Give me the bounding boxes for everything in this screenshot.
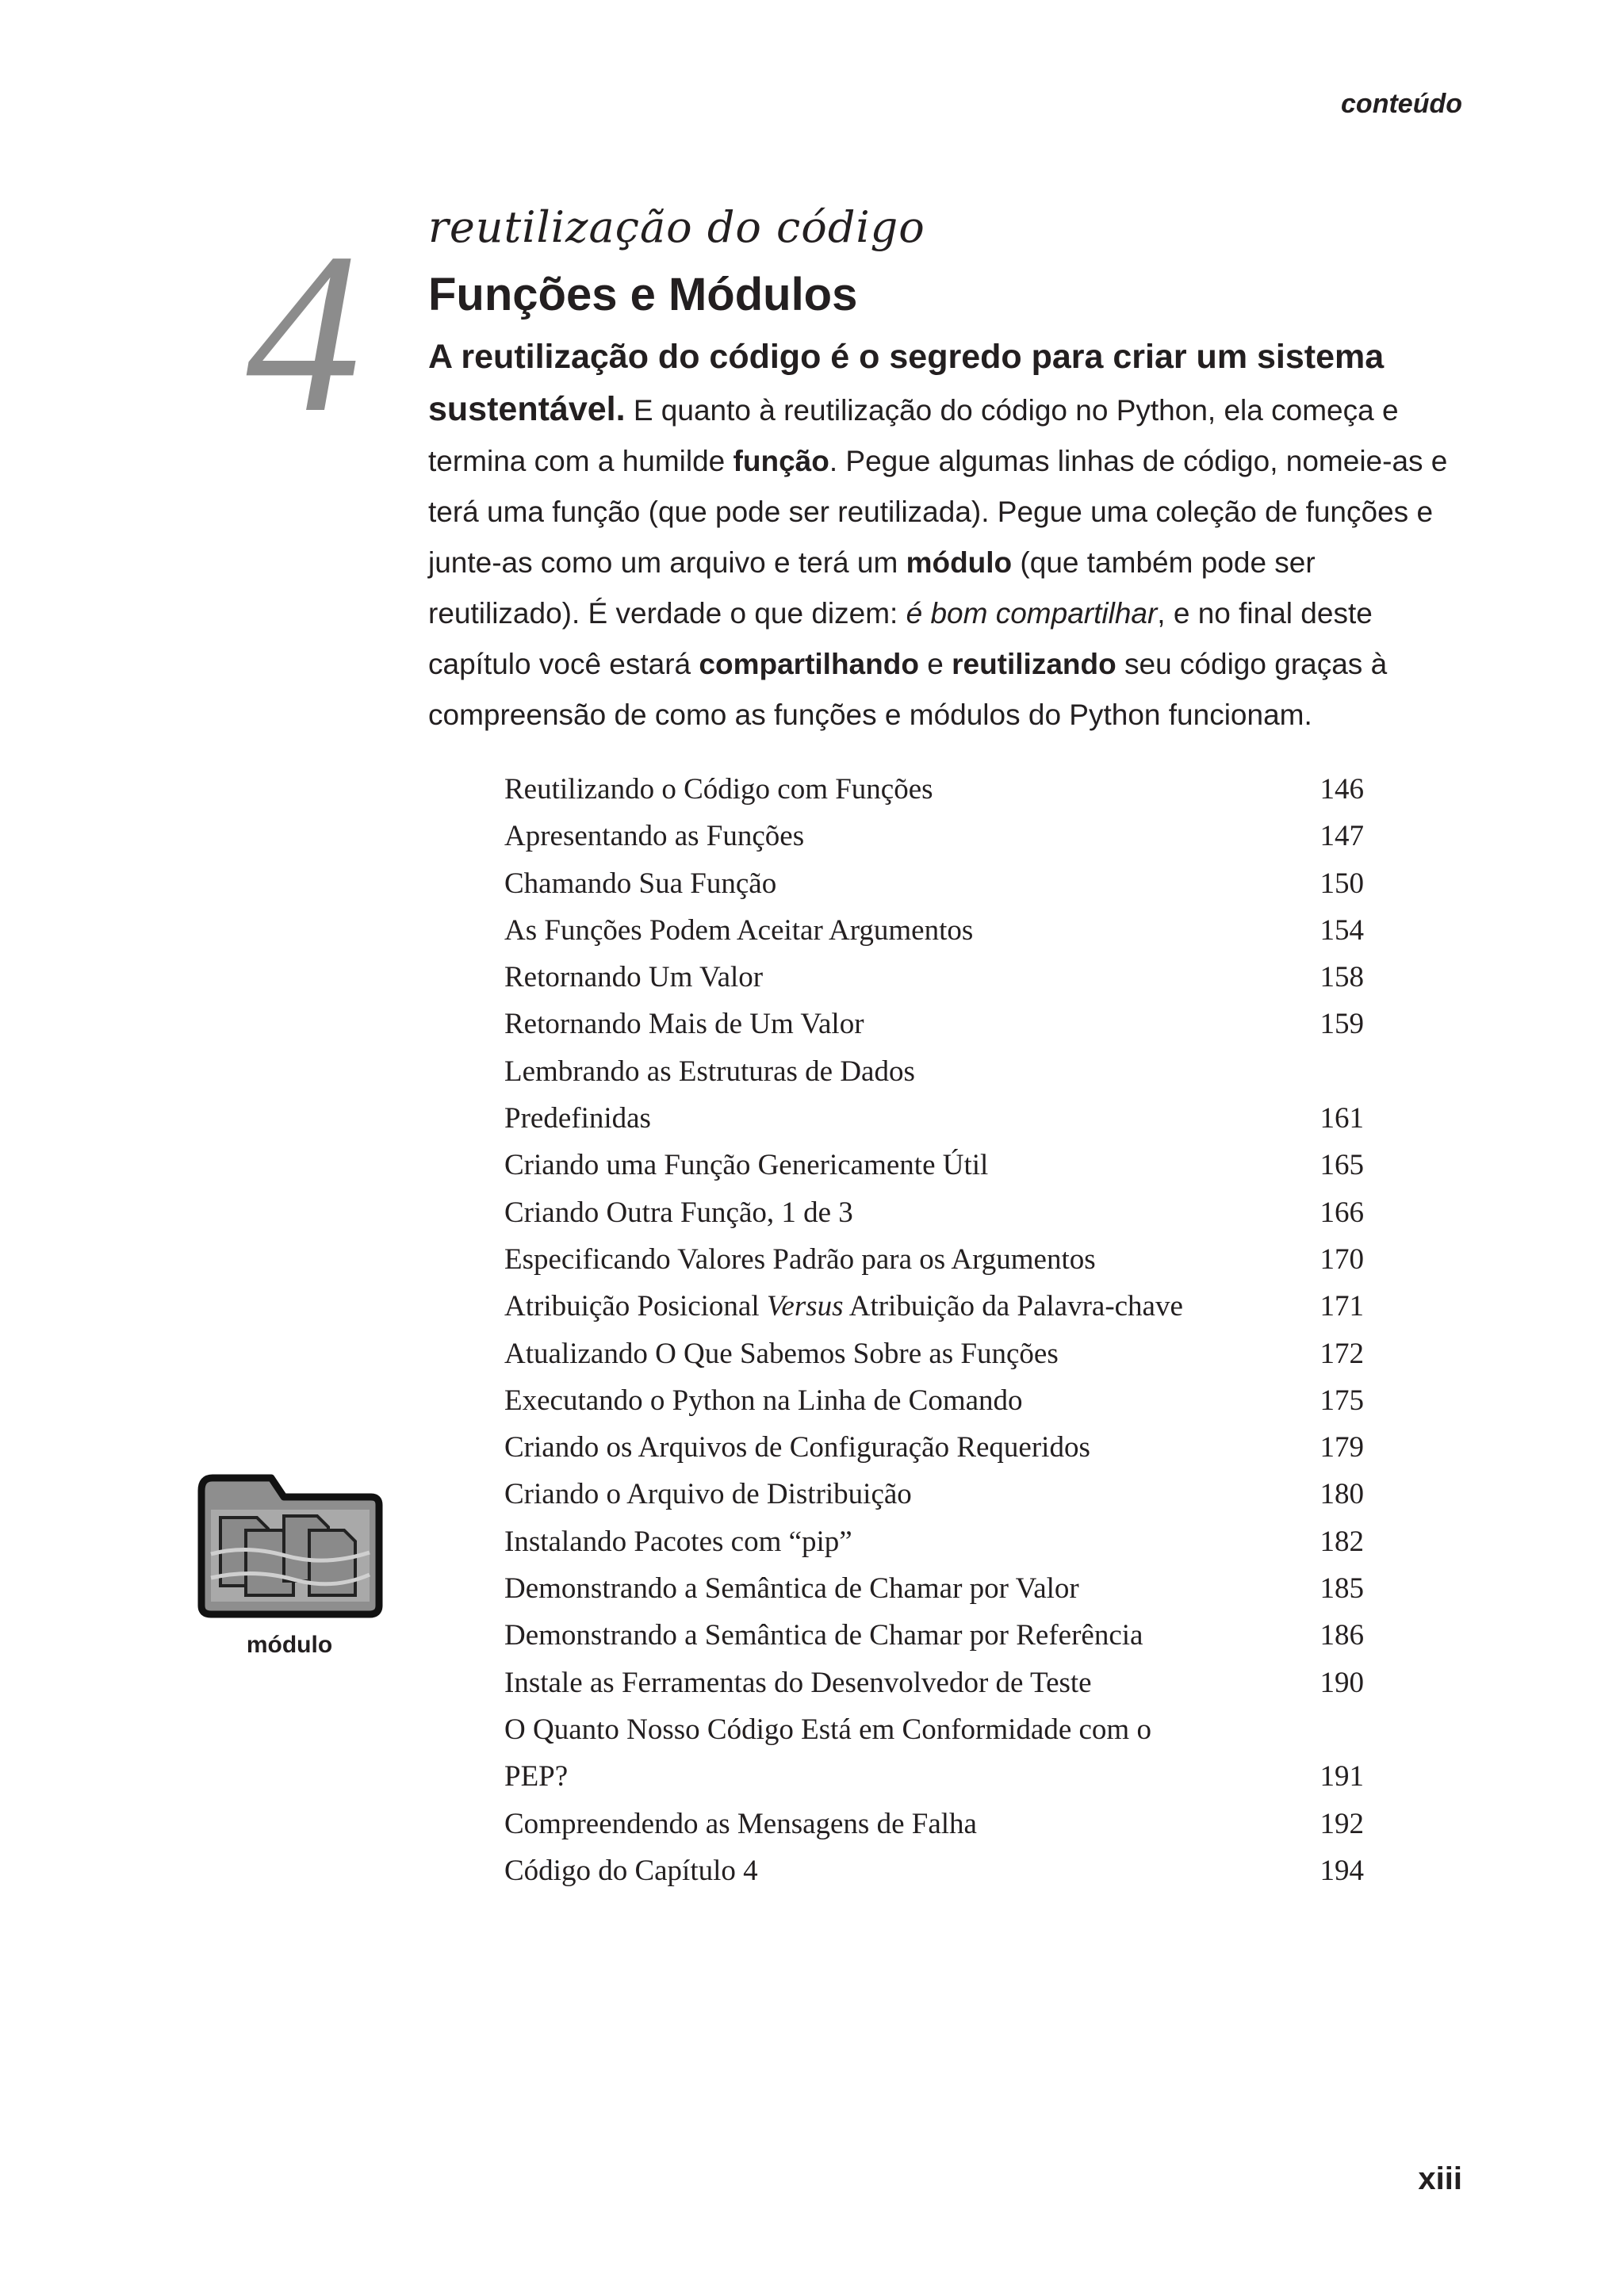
toc-entry-page: 166 xyxy=(1320,1196,1364,1229)
toc-entry-page: 182 xyxy=(1320,1525,1364,1558)
toc-entry-title-italic: Versus xyxy=(766,1290,844,1323)
intro-lead: A reutilização do código é o segredo para criar um sistema sustentável. xyxy=(428,338,1385,428)
chapter-intro xyxy=(428,331,1459,741)
toc-entry-page: 191 xyxy=(1320,1760,1364,1793)
toc-entry-title: As Funções Podem Aceitar Argumentos xyxy=(504,913,974,947)
toc-entry-title: Demonstrando a Semântica de Chamar por Referência xyxy=(504,1619,1143,1652)
toc-entry-page: 165 xyxy=(1320,1149,1364,1182)
toc-entry[interactable] xyxy=(504,1283,1364,1330)
toc-entry[interactable] xyxy=(504,1189,1364,1236)
toc-entry[interactable] xyxy=(504,813,1364,859)
toc-entry-title: Criando o Arquivo de Distribuição xyxy=(504,1478,912,1511)
toc-entry[interactable] xyxy=(504,1048,1364,1143)
toc-entry[interactable] xyxy=(504,1565,1364,1612)
toc-entry-page: 146 xyxy=(1320,773,1364,806)
intro-text: (que também pode ser reutilizado). É verdade o que dizem: xyxy=(428,546,1316,630)
intro-bold-term: reutilizando xyxy=(952,648,1116,680)
toc-entry-title: Criando os Arquivos de Configuração Requeridos xyxy=(504,1431,1090,1464)
page-number: xiii xyxy=(1418,2161,1462,2196)
toc-entry-page: 192 xyxy=(1320,1807,1364,1840)
toc-entry-title: Atualizando O Que Sabemos Sobre as Funções xyxy=(504,1337,1059,1370)
toc-entry[interactable] xyxy=(504,1001,1364,1047)
toc-entry[interactable] xyxy=(504,860,1364,907)
toc-entry-page: 158 xyxy=(1320,961,1364,994)
toc-entry-title: Especificando Valores Padrão para os Argumentos xyxy=(504,1242,1096,1276)
toc-entry[interactable] xyxy=(504,1706,1364,1801)
chapter-number: 4 xyxy=(246,205,361,460)
toc-entry-title: Retornando Mais de Um Valor xyxy=(504,1008,864,1041)
toc-entry[interactable] xyxy=(504,954,1364,1001)
toc-entry-page: 150 xyxy=(1320,867,1364,900)
toc-entry[interactable] xyxy=(504,1330,1364,1377)
toc-entry-title: Retornando Um Valor xyxy=(504,961,764,994)
toc-entry-page: 154 xyxy=(1320,913,1364,947)
toc-entry-page: 179 xyxy=(1320,1431,1364,1464)
toc-entry-title: Reutilizando o Código com Funções xyxy=(504,773,933,806)
toc-entry[interactable] xyxy=(504,1142,1364,1189)
toc-entry-title-part: Atribuição Posicional xyxy=(504,1290,767,1323)
intro-bold-term: função xyxy=(733,445,829,477)
toc-entry-page: 175 xyxy=(1320,1384,1364,1417)
toc-entry-page: 185 xyxy=(1320,1572,1364,1606)
toc-entry-title: Instale as Ferramentas do Desenvolvedor de Teste xyxy=(504,1666,1092,1699)
toc-entry-page: 180 xyxy=(1320,1478,1364,1511)
toc-entry[interactable] xyxy=(504,1801,1364,1847)
toc-entry-title: Compreendendo as Mensagens de Falha xyxy=(504,1807,977,1840)
table-of-contents xyxy=(504,766,1364,1894)
toc-entry-title: Demonstrando a Semântica de Chamar por Valor xyxy=(504,1572,1079,1606)
toc-entry-title xyxy=(504,1283,1183,1330)
toc-entry-page: 147 xyxy=(1320,820,1364,853)
toc-entry-title: Executando o Python na Linha de Comando xyxy=(504,1384,1023,1417)
toc-entry-title: Chamando Sua Função xyxy=(504,867,777,900)
toc-entry[interactable] xyxy=(504,766,1364,813)
toc-entry[interactable] xyxy=(504,1659,1364,1706)
toc-entry[interactable] xyxy=(504,1377,1364,1424)
folder-with-files-icon xyxy=(190,1467,389,1625)
illustration-caption: módulo xyxy=(246,1632,333,1658)
toc-entry-title: Lembrando as Estruturas de Dados Predefinidas xyxy=(504,1055,915,1135)
intro-text: E quanto à reutilização do código no Python, ela começa e termina com a humilde xyxy=(428,394,1399,477)
intro-bold-term: compartilhando xyxy=(699,648,919,680)
toc-entry-title: Código do Capítulo 4 xyxy=(504,1854,758,1887)
toc-entry-page: 194 xyxy=(1320,1854,1364,1887)
toc-entry-page: 159 xyxy=(1320,1008,1364,1041)
intro-text: e xyxy=(918,648,952,680)
toc-entry-title: O Quanto Nosso Código Está em Conformidade com o PEP? xyxy=(504,1713,1151,1793)
toc-entry[interactable] xyxy=(504,1847,1364,1894)
toc-entry-page: 161 xyxy=(1320,1102,1364,1135)
toc-entry[interactable] xyxy=(504,1612,1364,1659)
toc-entry[interactable] xyxy=(504,1424,1364,1471)
toc-entry-title: Criando Outra Função, 1 de 3 xyxy=(504,1196,853,1229)
running-head: conteúdo xyxy=(1341,89,1462,119)
intro-bold-term: módulo xyxy=(906,546,1013,579)
toc-entry-title: Instalando Pacotes com “pip” xyxy=(504,1525,852,1558)
toc-entry-title: Apresentando as Funções xyxy=(504,820,805,853)
chapter-title: Funções e Módulos xyxy=(428,269,858,320)
intro-italic-phrase: é bom compartilhar xyxy=(906,597,1158,630)
toc-entry[interactable] xyxy=(504,1236,1364,1283)
toc-entry-page: 172 xyxy=(1320,1337,1364,1370)
toc-entry-page: 171 xyxy=(1320,1290,1364,1323)
toc-entry[interactable] xyxy=(504,1518,1364,1565)
intro-text: seu código graças à compreensão de como as funções e módulos do Python funcionam. xyxy=(428,648,1388,731)
chapter-kicker: reutilização do código xyxy=(428,202,925,252)
toc-entry-title-part: Atribuição da Palavra-chave xyxy=(843,1290,1183,1323)
toc-entry[interactable] xyxy=(504,907,1364,954)
toc-entry[interactable] xyxy=(504,1471,1364,1518)
intro-text: , e no final deste capítulo você estará xyxy=(428,597,1373,680)
intro-text: . Pegue algumas linhas de código, nomeie-as e terá uma função (que pode ser reutilizada). Pegue uma coleção de funções e junte-as como um arquivo e terá um xyxy=(428,445,1448,579)
toc-entry-page: 190 xyxy=(1320,1666,1364,1699)
toc-entry-title: Criando uma Função Genericamente Útil xyxy=(504,1149,989,1182)
toc-entry-page: 186 xyxy=(1320,1619,1364,1652)
toc-entry-page: 170 xyxy=(1320,1242,1364,1276)
